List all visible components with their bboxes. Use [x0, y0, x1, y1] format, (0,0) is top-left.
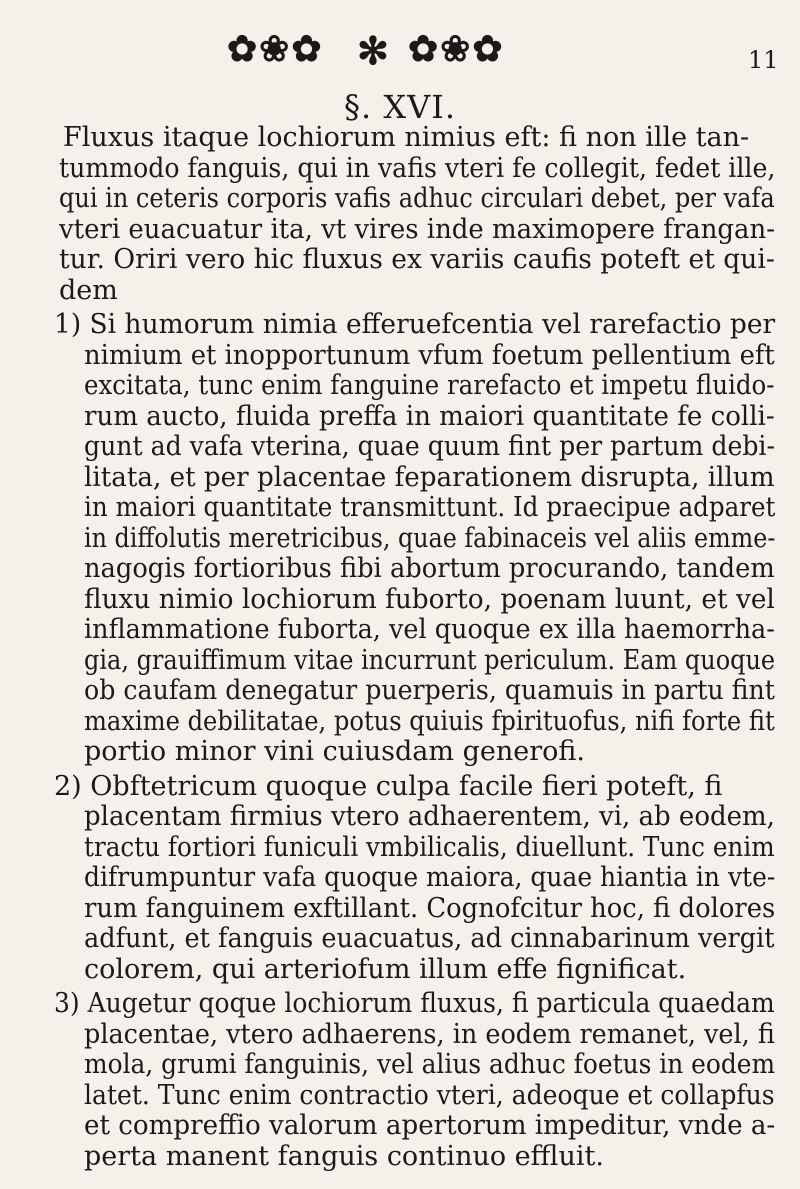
text-line: placentae, vtero adhaerens, in eodem remanet, vel, fi	[84, 1018, 775, 1050]
text-line: vteri euacuatur ita, vt vires inde maximopere frangan-	[59, 213, 775, 245]
text-line: in maiori quantitate transmittunt. Id praecipue adparet	[84, 492, 776, 524]
text-line: maxime debilitatae, potus quiuis fpirituofus, nifi forte fit	[84, 705, 775, 737]
text-line: rum fanguinem exftillant. Cognofcitur hoc, fi dolores	[84, 892, 776, 924]
text-line: dem	[59, 274, 118, 306]
text-line: portio minor vini cuiusdam generofi.	[84, 736, 585, 768]
text-line: nagogis fortioribus fibi abortum procurando, tandem	[84, 553, 775, 585]
text-line: mola, grumi fanguinis, vel alius adhuc foetus in eodem	[84, 1049, 776, 1081]
text-line: Fluxus itaque lochiorum nimius eft: fi non ille tan-	[63, 122, 750, 153]
text-line: rum aucto, fluida preffa in maiori quantitate fe colli-	[84, 400, 775, 432]
ornament-left: ✿❀✿	[227, 28, 324, 70]
text-line: latet. Tunc enim contractio vteri, adeoque et collapfus	[84, 1079, 775, 1111]
text-line: excitata, tunc enim fanguine rarefacto et impetu fluido-	[84, 370, 775, 402]
page-number: 11	[748, 46, 779, 74]
text-line: tractu fortiori funiculi vmbilicalis, diuellunt. Tunc enim	[84, 831, 775, 863]
text-line: adfunt, et fanguis euacuatus, ad cinnabarinum vergit	[84, 923, 775, 955]
ornament-right: ✿❀✿	[408, 28, 505, 70]
text-line: difrumpuntur vafa quoque maiora, quae hiantia in vte-	[84, 862, 776, 894]
text-line: fluxu nimio lochiorum fuborto, poenam luunt, et vel	[84, 583, 775, 615]
page-header	[0, 28, 800, 88]
text-line: perta manent fanguis continuo effluit.	[84, 1141, 604, 1172]
ornament-center: ✻	[357, 28, 391, 73]
text-line: nimium et inopportunum vfum foetum pellentium eft	[84, 339, 775, 371]
text-line: et compreffio valorum apertorum impeditur, vnde a-	[84, 1110, 776, 1142]
section-title: §. XVI.	[343, 88, 457, 126]
text-line: tummodo fanguis, qui in vafis vteri fe collegit, fedet ille,	[59, 152, 776, 184]
text-line: placentam firmius vtero adhaerentem, vi, ab eodem,	[84, 801, 775, 833]
text-line: 3) Augetur qoque lochiorum fluxus, fi particula quaedam	[54, 988, 775, 1020]
text-line: 2) Obftetricum quoque culpa facile fieri poteft, fi	[54, 770, 723, 802]
text-line: inflammatione fuborta, vel quoque ex illa haemorrha-	[84, 614, 775, 646]
text-line: tur. Oriri vero hic fluxus ex variis caufis poteft et qui-	[59, 244, 775, 276]
text-line: qui in ceteris corporis vafis adhuc circulari debet, per vafa	[59, 183, 775, 215]
text-line: in diffolutis meretricibus, quae fabinaceis vel aliis emme-	[84, 522, 776, 554]
text-line: colorem, qui arteriofum illum effe fignificat.	[84, 953, 687, 985]
text-line: ob caufam denegatur puerperis, quamuis in partu fint	[84, 675, 775, 707]
text-line: gunt ad vafa vterina, quae quum fint per partum debi-	[84, 431, 775, 463]
text-line: 1) Si humorum nimia efferuefcentia vel rarefactio per	[54, 309, 776, 341]
text-line: gia, grauiffimum vitae incurrunt periculum. Eam quoque	[84, 644, 776, 676]
text-line: litata, et per placentae feparationem disrupta, illum	[84, 461, 775, 493]
